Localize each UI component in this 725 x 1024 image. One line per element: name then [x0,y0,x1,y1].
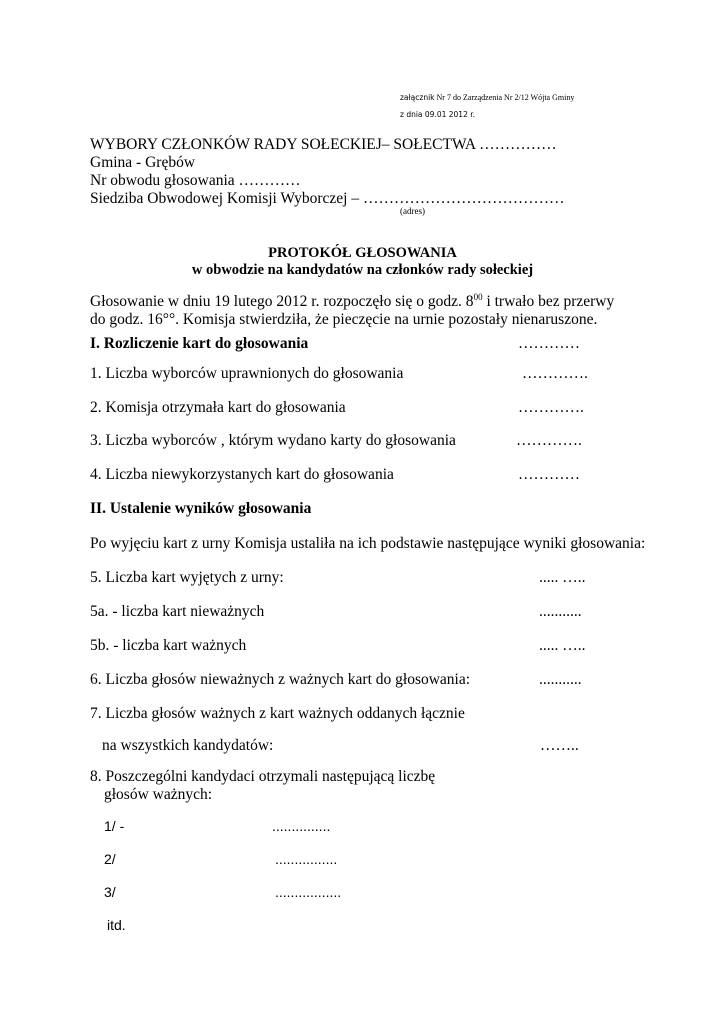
intro-line-1: Głosowanie w dniu 19 lutego 2012 r. rozpoczęło się o godz. $8^{00}$ i trwało bez przerwy [90,292,615,311]
item-6-label: 6. Liczba głosów nieważnych z ważnych kart do głosowania: [90,671,471,688]
item-5-dots: ..... ….. [539,569,586,586]
item-8-line-2: głosów ważnych: [104,786,213,803]
item-5a-label: 5a. - liczba kart nieważnych [90,603,265,620]
protocol-subtitle: w obwodzie na kandydatów na członków rady sołeckiej [191,262,534,278]
candidate-3-number: 3/ [104,884,116,900]
item-7-dots: …….. [540,737,579,754]
candidate-2-dots: ................ [275,851,338,867]
item-1-dots: …………. [522,365,588,382]
municipality: Gmina - Grębów [90,154,196,171]
section-1-heading: I. Rozliczenie kart do głosowania [90,335,309,352]
item-5a-dots: ........... [539,603,582,620]
item-2-dots: …………. [518,399,584,416]
item-2-label: 2. Komisja otrzymała kart do głosowania [90,399,346,416]
annex-date: z dnia 09.01 2012 r. [400,110,476,119]
candidate-2-number: 2/ [104,851,116,867]
annex-line: załącznik Nr 7 do Zarządzenia Nr 2/12 Wójta Gminy [400,93,575,102]
item-6-dots: ........... [539,671,582,688]
item-5-label: 5. Liczba kart wyjętych z urny: [90,569,284,586]
candidate-1-number: 1/ - [104,818,125,834]
district-number: Nr obwodu głosowania ………… [90,172,301,189]
section-2-heading: II. Ustalenie wyników głosowania [90,500,312,517]
item-5b-label: 5b. - liczba kart ważnych [90,637,247,654]
candidate-1-dots: ............... [272,818,331,834]
protocol-title: PROTOKÓŁ GŁOSOWANIA [268,245,457,261]
item-7-continuation: na wszystkich kandydatów: [102,737,274,754]
item-3-dots: …………. [516,432,582,449]
etc-text: itd. [107,917,126,933]
item-4-label: 4. Liczba niewykorzystanych kart do głosowania [90,466,394,483]
item-4-dots: ………… [518,466,580,483]
section-2-intro: Po wyjęciu kart z urny Komisja ustaliła na ich podstawie następujące wyniki głosowania: [90,535,646,552]
item-1-label: 1. Liczba wyborców uprawnionych do głosowania [90,365,404,382]
item-7-label: 7. Liczba głosów ważnych z kart ważnych oddanych łącznie [90,705,465,722]
section-1-heading-dots: ………… [518,335,580,352]
item-8-line-1: 8. Poszczególni kandydaci otrzymali następującą liczbę [90,768,436,785]
item-5b-dots: ..... ….. [539,637,586,654]
commission-seat: Siedziba Obwodowej Komisji Wyborczej – ………………………………… [90,190,565,207]
candidate-3-dots: ................. [275,884,342,900]
election-title: WYBORY CZŁONKÓW RADY SOŁECKIEJ– SOŁECTWA …………… [90,136,557,153]
intro-line-2: do godz. 16°°. Komisja stwierdziła, że pieczęcie na urnie pozostały nienaruszone. [90,311,598,328]
address-caption: (adres) [400,206,425,216]
item-3-label: 3. Liczba wyborców , którym wydano karty do głosowania [90,432,456,449]
